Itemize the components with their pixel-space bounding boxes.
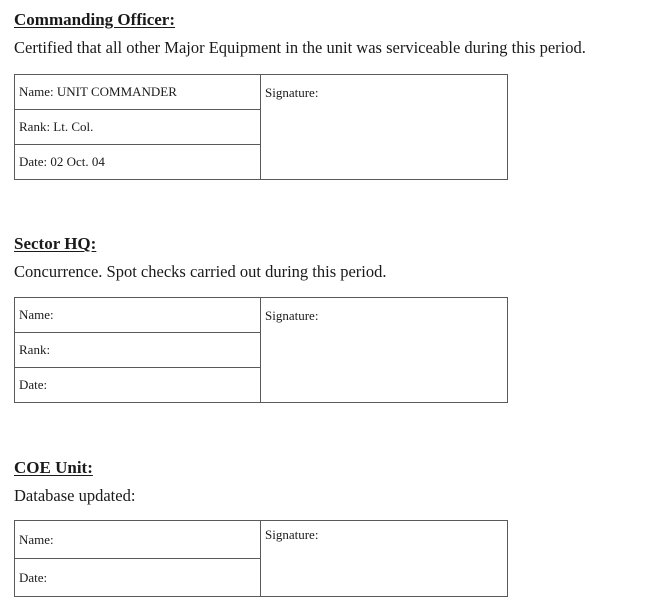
hq-rank-cell: Rank: [15, 333, 261, 368]
hq-name-cell: Name: [15, 298, 261, 333]
sector-hq-title: Sector HQ: [14, 234, 97, 253]
hq-signature-cell: Signature: [261, 298, 508, 403]
co-rank-cell: Rank: Lt. Col. [15, 110, 261, 145]
coe-date-cell: Date: [15, 559, 261, 597]
commanding-officer-description: Certified that all other Major Equipment in the unit was serviceable during this period. [14, 38, 586, 57]
coe-signature-cell: Signature: [261, 521, 508, 597]
co-name-cell: Name: UNIT COMMANDER [15, 75, 261, 110]
coe-unit-section [14, 458, 654, 585]
commanding-officer-section [14, 10, 654, 169]
commanding-officer-signature-table [14, 74, 508, 180]
co-date-cell: Date: 02 Oct. 04 [15, 145, 261, 180]
coe-name-cell: Name: [15, 521, 261, 559]
hq-date-cell: Date: [15, 368, 261, 403]
coe-unit-description: Database updated: [14, 486, 136, 505]
sector-hq-section [14, 234, 654, 392]
sector-hq-description: Concurrence. Spot checks carried out during this period. [14, 262, 387, 281]
co-signature-cell: Signature: [261, 75, 508, 180]
coe-unit-signature-table [14, 520, 508, 597]
coe-unit-title: COE Unit: [14, 458, 93, 477]
sector-hq-signature-table [14, 297, 508, 403]
commanding-officer-title: Commanding Officer: [14, 10, 176, 29]
